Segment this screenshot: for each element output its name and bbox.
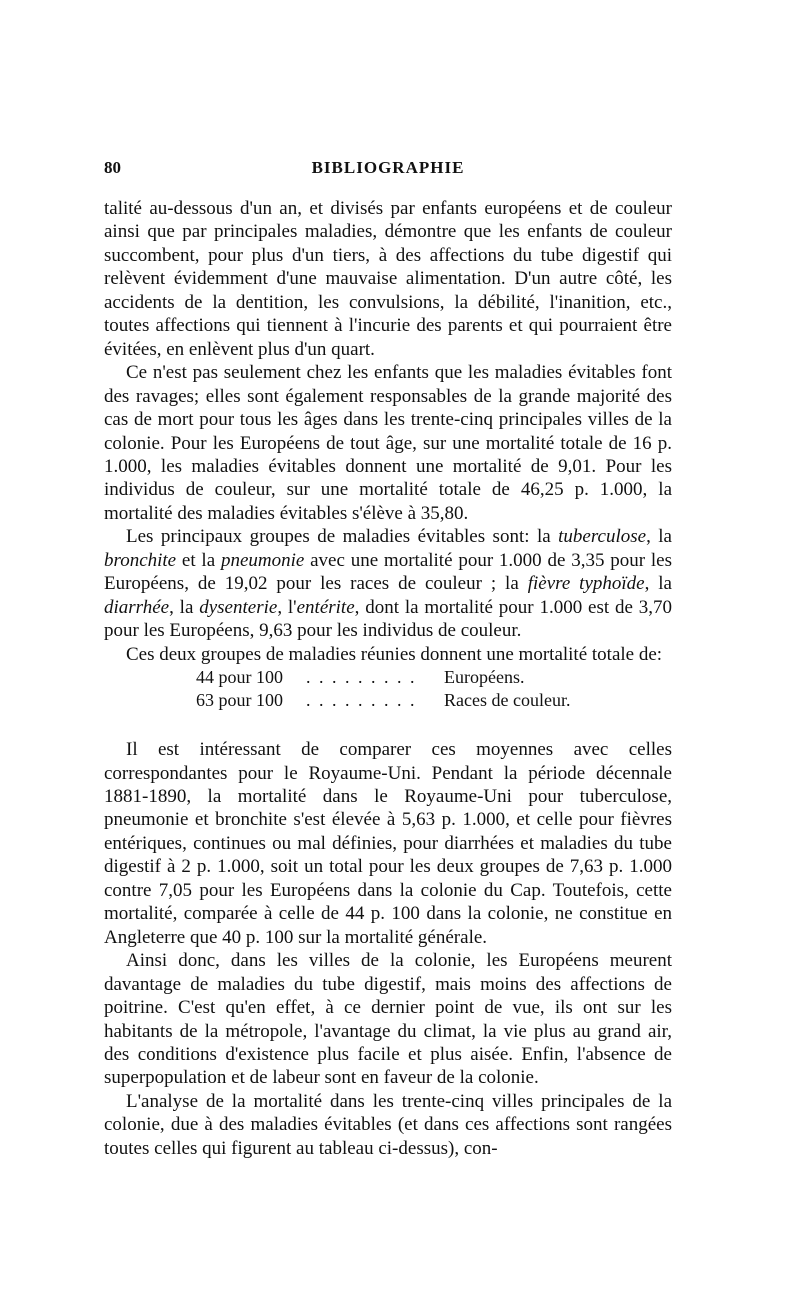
totals-row [196, 666, 672, 689]
leader-dots: . . . . . . . . . [306, 690, 417, 711]
term-dysenterie: dysenterie [199, 596, 278, 618]
page-header [104, 158, 672, 182]
running-title: BIBLIOGRAPHIE [311, 158, 465, 177]
paragraph-avoidable-diseases: Ce n'est pas seulement chez les enfants que les maladies évitables font des ravages; elles sont également responsables de la grande majorité des cas de mort pour tous les âges dans les trente-cinq principales villes de la colonie. Pour les Européens de tout âge, sur une mortalité totale de 16 p. 1.000, les maladies évitables donnent une mortalité de 9,01. Pour les individus de couleur, sur une mortalité totale de 46,25 p. 1.000, la mortalité des maladies évitables s'élève à 35,80. [104, 362, 672, 524]
leader-dots: . . . . . . . . . [306, 667, 417, 688]
paragraph-analysis: L'analyse de la mortalité dans les trente-cinq villes principales de la colonie, due à des maladies évitables (et dans ces affections sont rangées toutes celles qui figurent au tableau ci-dessus), con- [104, 1090, 672, 1159]
page-number: 80 [104, 158, 121, 177]
paragraph-comparison-uk: Il est intéressant de comparer ces moyennes avec celles correspondantes pour le Royaume-Uni. Pendant la période décennale 1881-1890, la mortalité dans le Royaume-Uni pour tuberculose, pneumonie et bronchite s'est élevée à 5,63 p. 1.000, et celle pour fièvres entériques, continues ou mal définies, pour diarrhées et maladies du tube digestif à 2 p. 1.000, soit un total pour les deux groupes de 7,63 p. 1.000 contre 7,05 pour les Européens dans la colonie du Cap. Toutefois, cette mortalité, comparée à celle de 44 p. 100 dans la colonie, ne constitue en Angleterre que 40 p. 100 sur la mortalité générale. [104, 739, 672, 948]
section-gap [104, 712, 672, 738]
totals-row [196, 689, 672, 712]
totals-value: 44 pour 100 [196, 667, 283, 688]
totals-label: Européens. [444, 667, 525, 688]
term-enterite: entérite [296, 596, 355, 618]
term-fievre-typhoide: fièvre typhoïde [527, 573, 645, 595]
term-pneumonie: pneumonie [220, 549, 305, 571]
totals-list [104, 666, 672, 712]
paragraph-disease-groups: Les principaux groupes de maladies évitables sont: la tuberculose, la bronchite et la pneumonie avec une mortalité pour 1.000 de 3,35 pour les Européens, de 19,02 pour les races de couleur ; la fièvre typhoïde, la diarrhée, la dysenterie, l'entérite, dont la mortalité pour 1.000 est de 3,70 pour les Européens, 9,63 pour les individus de couleur. [104, 526, 673, 642]
totals-value: 63 pour 100 [196, 690, 283, 711]
paragraph-conclusion: Ainsi donc, dans les villes de la colonie, les Européens meurent davantage de maladies du tube digestif, mais moins des affections de poitrine. C'est qu'en effet, à ce dernier point de vue, ils ont sur les habitants de la métropole, l'avantage du climat, la vie plus au grand air, des conditions d'existence plus facile et plus aisée. Enfin, l'absence de superpopulation et de labeur sont en faveur de la colonie. [104, 950, 672, 1089]
term-bronchite: bronchite [104, 549, 177, 571]
paragraph-continuation: talité au-dessous d'un an, et divisés par enfants européens et de couleur ainsi que par principales maladies, démontre que les enfants de couleur succombent, pour plus d'un tiers, à des affections du tube digestif qui relèvent évidemment d'une mauvaise alimentation. D'un autre côté, les accidents de la dentition, les convulsions, la débilité, l'inanition, etc., toutes affections qui tiennent à l'incurie des parents et qui pourraient être évitées, en enlèvent plus d'un quart. [104, 198, 672, 360]
term-tuberculose: tuberculose [558, 526, 647, 548]
paragraph-totals-intro: Ces deux groupes de maladies réunies donnent une mortalité totale de: [126, 643, 663, 665]
totals-label: Races de couleur. [444, 690, 571, 711]
body-text [104, 197, 672, 1160]
term-diarrhee: diarrhée [104, 596, 170, 618]
